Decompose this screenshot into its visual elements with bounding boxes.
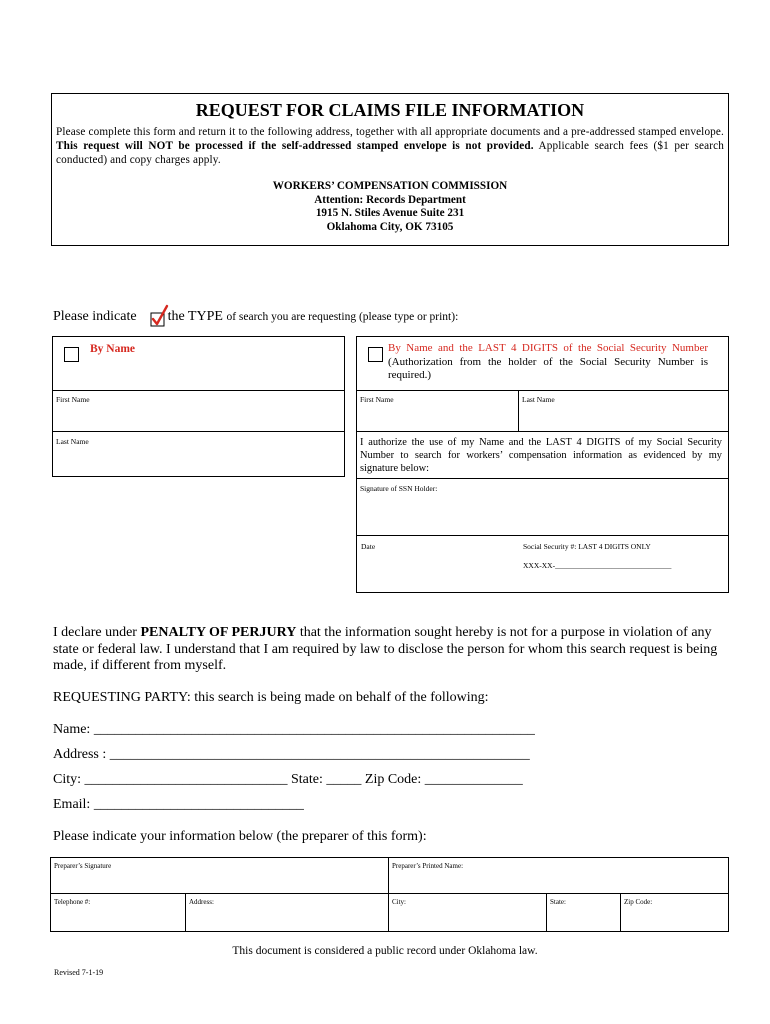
preparer-printed-name-field[interactable] — [388, 857, 729, 894]
perjury-prefix: I declare under — [53, 625, 137, 640]
preparer-printed-name-label: Preparer’s Printed Name: — [392, 862, 464, 870]
preparer-zip-field[interactable] — [620, 893, 729, 932]
requesting-party-heading: REQUESTING PARTY: this search is being made on behalf of the following: — [53, 690, 489, 705]
requesting-city-line[interactable]: City: _____________________________ State: _____ Zip Code: ______________ — [53, 772, 523, 787]
left-last-name-field[interactable] — [52, 431, 345, 477]
intro-text-2: Applicable search fees ($1 per search conducted) and copy charges apply. — [56, 140, 724, 166]
intro-text-bold: This request will NOT be processed if the self-addressed stamped envelope is not provided. — [56, 140, 534, 152]
ssn-holder-signature-field[interactable] — [356, 478, 729, 536]
preparer-heading: Please indicate your information below (the preparer of this form): — [53, 829, 427, 844]
left-last-name-label: Last Name — [56, 437, 89, 446]
form-title: REQUEST FOR CLAIMS FILE INFORMATION — [195, 100, 585, 120]
by-name-label: By Name — [90, 343, 136, 355]
preparer-city-field[interactable] — [388, 893, 547, 932]
right-first-name-field[interactable] — [356, 390, 519, 432]
preparer-city-label: City: — [392, 898, 407, 906]
preparer-zip-label: Zip Code: — [624, 898, 653, 906]
header-box — [51, 93, 729, 246]
left-first-name-label: First Name — [56, 395, 90, 404]
by-ssn-note: (Authorization from the holder of the Social Security Number is required.) — [388, 355, 708, 381]
perjury-bold: PENALTY OF PERJURY — [140, 625, 297, 640]
checkmark-icon — [150, 304, 170, 328]
preparer-telephone-field[interactable] — [50, 893, 186, 932]
requesting-name-line[interactable]: Name: _______________________________________________________________ — [53, 722, 535, 737]
indicate-line — [53, 309, 458, 325]
ssn-label: Social Security #: LAST 4 DIGITS ONLY — [523, 542, 651, 551]
preparer-signature-field[interactable] — [50, 857, 389, 894]
requesting-address-line[interactable]: Address : ____________________________________________________________ — [53, 747, 530, 762]
ssn-holder-signature-label: Signature of SSN Holder: — [360, 484, 438, 493]
requesting-email-line[interactable]: Email: ______________________________ — [53, 797, 304, 812]
by-ssn-box — [356, 336, 729, 391]
perjury-suffix: that the information sought hereby is not for a purpose in violation of any state or federal law. I understand that I am required by law to disclose the person for whom this search request is being made, if different from myself. — [53, 625, 718, 673]
right-first-name-label: First Name — [360, 395, 394, 404]
by-name-box — [52, 336, 345, 391]
left-first-name-field[interactable] — [52, 390, 345, 432]
mailing-address — [52, 180, 728, 234]
intro-paragraph — [56, 125, 724, 167]
revision-date: Revised 7-1-19 — [54, 968, 104, 977]
preparer-state-label: State: — [550, 898, 566, 906]
ssn-value[interactable]: XXX-XX-_______________________________ — [523, 561, 672, 570]
date-label: Date — [361, 542, 376, 551]
preparer-state-field[interactable] — [546, 893, 621, 932]
address-line-2: Attention: Records Department — [314, 193, 466, 206]
intro-text-1: Please complete this form and return it to the following address, together with all appropriate documents and a pre-addressed stamped envelope. — [56, 126, 724, 138]
address-line-4: Oklahoma City, OK 73105 — [326, 220, 454, 233]
address-line-1: WORKERS’ COMPENSATION COMMISSION — [272, 180, 508, 192]
preparer-signature-label: Preparer’s Signature — [54, 862, 112, 870]
preparer-address-field[interactable] — [185, 893, 389, 932]
by-ssn-checkbox[interactable] — [368, 347, 383, 362]
indicate-suffix: of search you are requesting (please type or print): — [226, 311, 459, 323]
by-ssn-text — [388, 342, 708, 383]
authorization-text: I authorize the use of my Name and the LAST 4 DIGITS of my Social Security Number to search for workers’ compensation information as evidenced by my signature below: — [360, 437, 722, 474]
address-line-3: 1915 N. Stiles Avenue Suite 231 — [315, 207, 465, 219]
perjury-statement — [53, 625, 733, 675]
public-record-notice: This document is considered a public record under Oklahoma law. — [232, 945, 538, 957]
preparer-address-label: Address: — [189, 898, 214, 906]
date-ssn-box — [356, 535, 729, 593]
by-ssn-label: By Name and the LAST 4 DIGITS of the Social Security Number — [388, 342, 708, 354]
right-last-name-field[interactable] — [518, 390, 729, 432]
indicate-type: the TYPE — [167, 309, 223, 324]
authorization-box — [356, 431, 729, 479]
indicate-prefix: Please indicate — [53, 309, 137, 324]
by-name-checkbox[interactable] — [64, 347, 79, 362]
right-last-name-label: Last Name — [522, 395, 555, 404]
preparer-telephone-label: Telephone #: — [54, 898, 91, 906]
